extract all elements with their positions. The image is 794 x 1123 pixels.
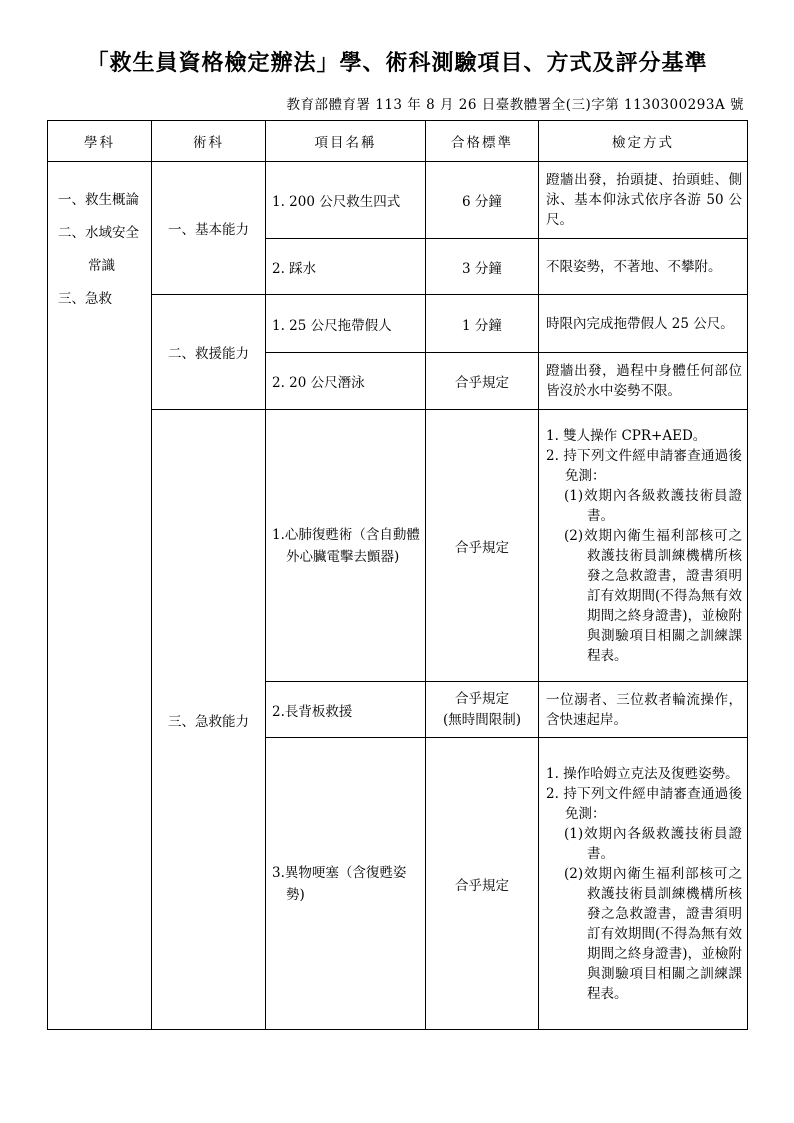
skill-group: 三、急救能力 (152, 410, 266, 1030)
item-standard: 6 分鐘 (426, 162, 539, 239)
item-name: 1. 200 公尺救生四式 (266, 162, 426, 239)
item-standard (426, 682, 539, 738)
item-name-text: 1.心肺復甦術（含自動體外心臟電擊去顫器) (272, 526, 420, 565)
method-substep: (1)效期內各級救護技術員證書。 (564, 487, 742, 524)
header-subject: 學科 (48, 121, 152, 162)
item-standard: 合乎規定 (426, 410, 539, 682)
subject-list (48, 162, 152, 1030)
skill-group: 一、基本能力 (152, 162, 266, 295)
item-name: 2.長背板救援 (266, 682, 426, 738)
method-step: 2. 持下列文件經申請審查通過後免測： (546, 785, 742, 822)
item-name (266, 410, 426, 682)
item-name-text: 3.異物哽塞（含復甦姿勢) (272, 864, 407, 903)
header-method: 檢定方式 (539, 121, 748, 162)
subject-item: 二、水域安全 (58, 225, 139, 241)
item-name (266, 738, 426, 1030)
method-substep: (2)效期內衛生福利部核可之救護技術員訓練機構所核發之急救證書，證書須明訂有效期間(不得為無有效期間之終身證書)，並檢附與測驗項目相關之訓練課程表。 (564, 527, 742, 664)
method-substep: (1)效期內各級救護技術員證書。 (564, 825, 742, 862)
item-method: 蹬牆出發，抬頭捷、抬頭蛙、側泳、基本仰泳式依序各游 50 公尺。 (539, 162, 748, 239)
subject-item: 一、救生概論 (58, 192, 139, 208)
item-standard: 合乎規定 (426, 353, 539, 410)
subject-item: 三、急救 (58, 291, 112, 307)
item-name: 1. 25 公尺拖帶假人 (266, 295, 426, 353)
item-standard: 1 分鐘 (426, 295, 539, 353)
document-title: 「救生員資格檢定辦法」學、術科測驗項目、方式及評分基準 (86, 51, 708, 76)
item-method: 一位溺者、三位救者輪流操作，含快速起岸。 (539, 682, 748, 738)
item-standard-line: (無時間限制) (442, 711, 522, 728)
subject-item: 常識 (88, 258, 115, 274)
item-standard: 合乎規定 (426, 738, 539, 1030)
header-skill: 術科 (152, 121, 266, 162)
item-standard-line: 合乎規定 (455, 690, 509, 707)
method-step: 1. 雙人操作 CPR+AED。 (546, 427, 707, 444)
item-standard: 3 分鐘 (426, 239, 539, 295)
table-row (48, 295, 748, 353)
method-step: 1. 操作哈姆立克法及復甦姿勢。 (546, 765, 739, 782)
item-method (539, 738, 748, 1030)
method-step: 2. 持下列文件經申請審查通過後免測： (546, 447, 742, 484)
table-header-row (48, 121, 748, 162)
item-method: 不限姿勢，不著地、不攀附。 (539, 239, 748, 295)
item-name: 2. 20 公尺潛泳 (266, 353, 426, 410)
document-number: 教育部體育署 113 年 8 月 26 日臺教體署全(三)字第 1130300293A 號 (286, 97, 744, 113)
item-method: 時限內完成拖帶假人 25 公尺。 (539, 295, 748, 353)
table-row (48, 410, 748, 682)
skill-group: 二、救援能力 (152, 295, 266, 410)
item-name: 2. 踩水 (266, 239, 426, 295)
item-method (539, 410, 748, 682)
item-method: 蹬牆出發，過程中身體任何部位皆沒於水中姿勢不限。 (539, 353, 748, 410)
method-substep: (2)效期內衛生福利部核可之救護技術員訓練機構所核發之急救證書，證書須明訂有效期間(不得為無有效期間之終身證書)，並檢附與測驗項目相關之訓練課程表。 (564, 865, 742, 1002)
table-row (48, 162, 748, 239)
header-standard: 合格標準 (426, 121, 539, 162)
header-item: 項目名稱 (266, 121, 426, 162)
criteria-table (47, 120, 748, 1030)
